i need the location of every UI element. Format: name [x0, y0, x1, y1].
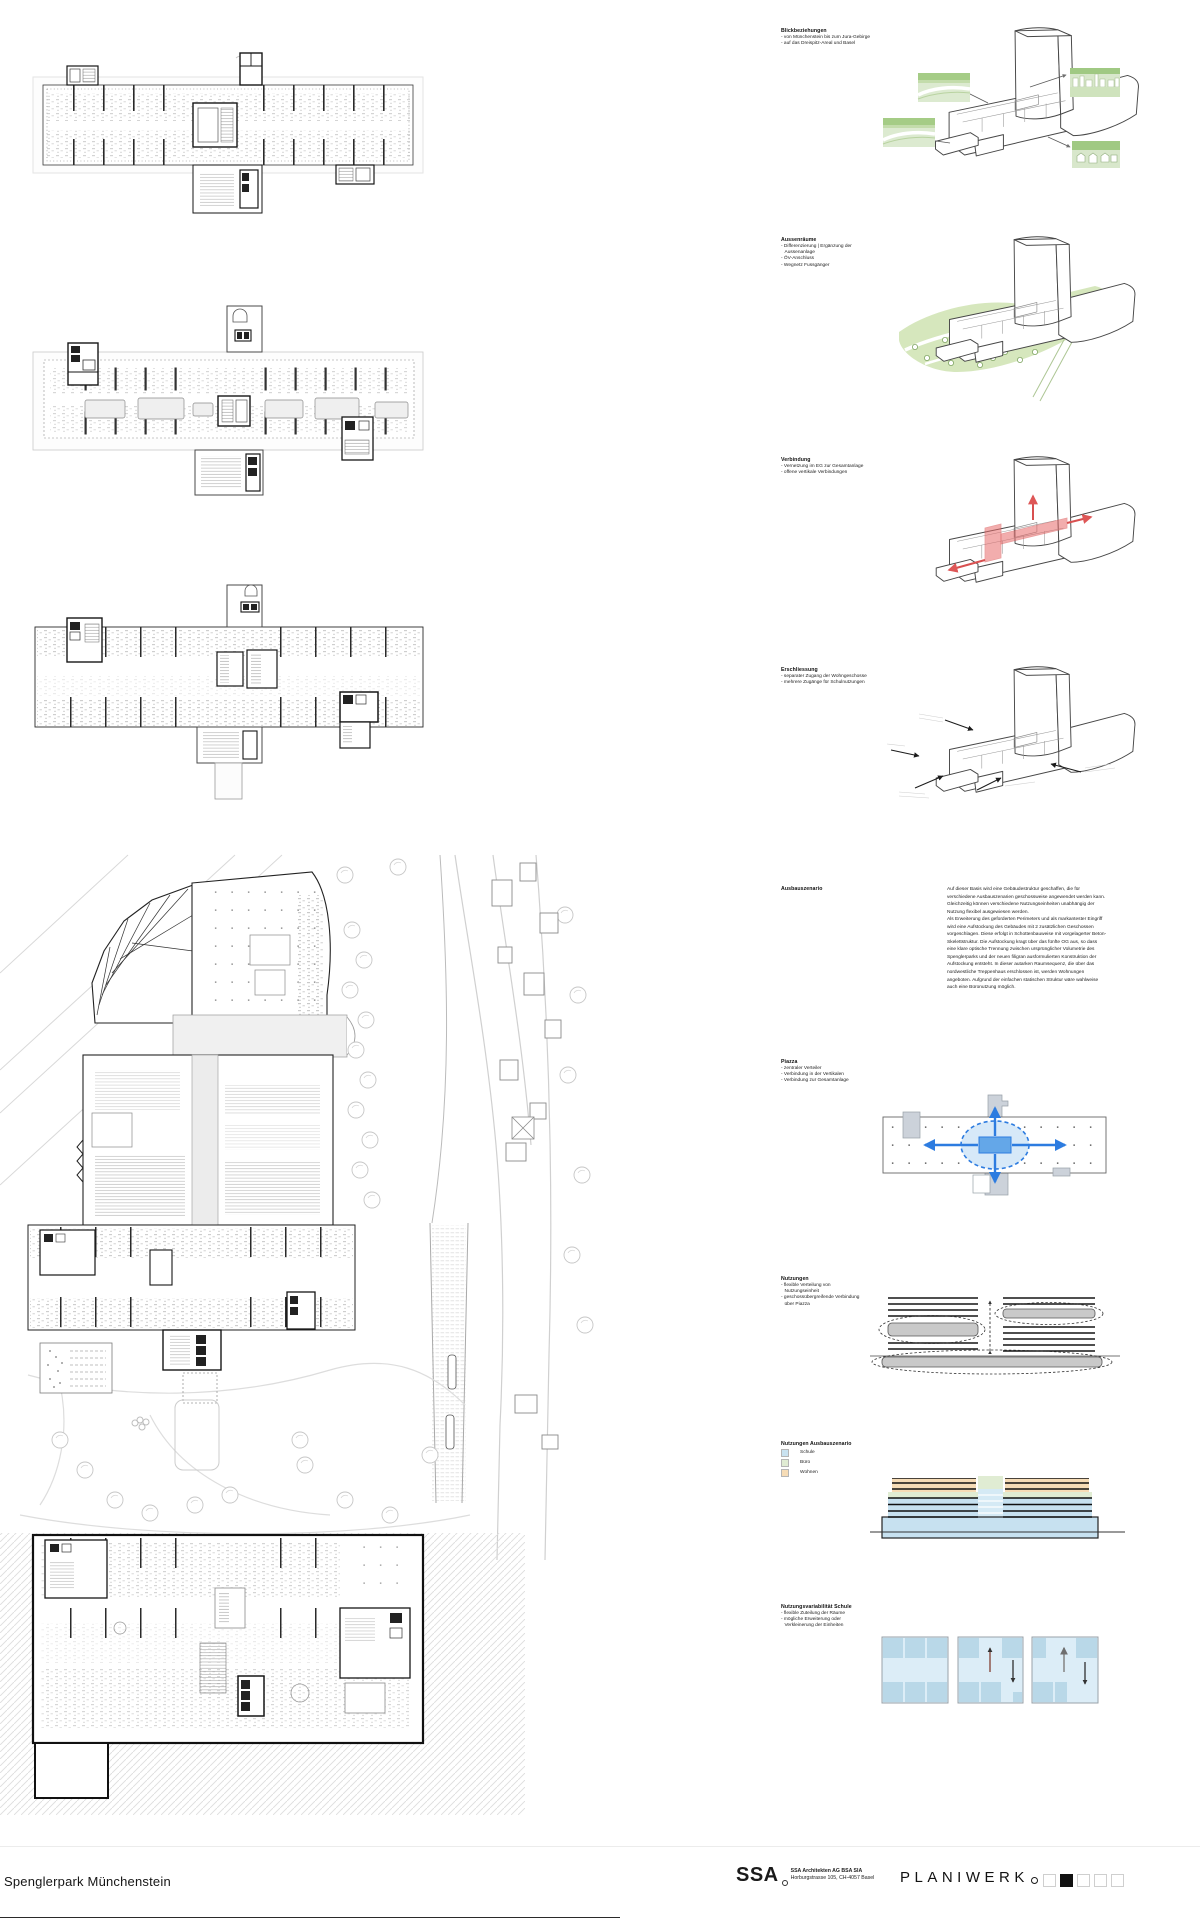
plan3-wing-top — [227, 585, 262, 627]
pager-square-5 — [1111, 1874, 1124, 1887]
ssa-firm-address: Horburgstrasse 105, CH-4057 Basel — [790, 1874, 875, 1881]
diagram-school-variability — [872, 1630, 1107, 1710]
block-title: Verbindung — [781, 457, 811, 463]
diagram-verbindung — [885, 452, 1120, 614]
pager-square-2 — [1060, 1874, 1073, 1887]
footer-separator — [0, 1846, 1200, 1847]
planiwerk-logo: PLANIWERK — [900, 1869, 1029, 1886]
bullet: - auf das Dreispitz-Areal und Basel — [781, 41, 856, 46]
vignette-basel-view — [1070, 68, 1120, 97]
wohnen-left — [892, 1478, 976, 1492]
unit-bar-left — [888, 1323, 978, 1336]
bullet: - mehrere Zugänge für Schulnutzungen — [781, 680, 865, 685]
site-playfield — [175, 1400, 219, 1470]
legend-label: Schule — [800, 1450, 815, 1456]
bullet: - geschossübergreifende Verbindung über Piazza — [781, 1295, 860, 1307]
plan3-cores — [217, 650, 277, 688]
ssa-logo-block — [736, 1864, 874, 1886]
bullet: - flexible Verteilung von Nutzungseinheit — [781, 1282, 831, 1294]
project-title: Spenglerpark Münchenstein — [4, 1874, 171, 1889]
vignette-dreispitz-view — [1072, 141, 1120, 168]
diagram-aussenraeume — [885, 232, 1120, 404]
bullet: - Verbindung in der Vertikalen — [781, 1072, 844, 1077]
plan1-annex-top-center — [240, 53, 262, 85]
site-building-halls — [77, 1055, 333, 1225]
unit-bar-right — [1003, 1309, 1095, 1318]
ssa-address — [791, 1868, 875, 1881]
site-building-fan — [92, 885, 193, 1023]
planiwerk-logo-block — [900, 1869, 1038, 1886]
block-ausbauszenario — [781, 886, 901, 893]
legend-label: Büro — [800, 1460, 811, 1466]
site-building-upper-hall — [192, 872, 330, 1023]
schule-right — [1003, 1498, 1092, 1517]
bullet: - von Münchenstein bis zum Jura-Gebirge — [781, 34, 871, 40]
plan-ground-floor — [0, 1528, 525, 1818]
diagram-stacked-uses — [870, 1468, 1125, 1546]
schule-left — [888, 1498, 978, 1517]
ssa-logo-dot-icon — [782, 1880, 788, 1886]
legend-row-buero — [781, 1458, 911, 1468]
plan1-annex-top-left — [67, 66, 98, 85]
block-title: Ausbauszenario — [781, 886, 823, 892]
floor-lines-right — [1003, 1298, 1095, 1351]
plan5-rooms-left — [45, 1540, 107, 1598]
block-piazza — [781, 1059, 873, 1085]
diagram-piazza — [875, 1090, 1115, 1202]
buero-center — [978, 1476, 1003, 1489]
vignette-landscape-view — [883, 118, 935, 147]
block-aussenraeume — [781, 237, 865, 269]
plan3-wing-bottom — [197, 727, 262, 799]
block-nutzungen — [781, 1276, 863, 1308]
sheet-pager — [1043, 1874, 1124, 1887]
block-title: Nutzungen Ausbauszenario — [781, 1441, 852, 1447]
block-verbindung — [781, 457, 889, 476]
bullet: - Verbindung zur Gesamtanlage — [781, 1078, 849, 1084]
pager-square-1 — [1043, 1874, 1056, 1887]
piazza-core — [979, 1137, 1011, 1153]
block-title: Erschliessung — [781, 667, 818, 673]
bullet: - flexible Zuteilung der Räume — [781, 1610, 845, 1616]
block-title: Nutzungsvariabilität Schule — [781, 1604, 852, 1610]
bullet: - ÖV-Anschluss — [781, 256, 815, 262]
ssa-firm-name: SSA Architekten AG BSA SIA — [790, 1868, 863, 1874]
plan2-core — [218, 396, 250, 426]
ssa-logo: SSA — [736, 1864, 779, 1886]
bullet: - Vernetzung im EG zur Gesamtanlage — [781, 463, 864, 469]
block-nutzungsvariabilitaet — [781, 1604, 865, 1630]
plan2-wing-top — [227, 306, 262, 352]
legend-swatch-schule — [781, 1449, 789, 1457]
legend-row-schule — [781, 1448, 911, 1458]
legend-label: Wohnen — [800, 1470, 818, 1476]
legend-swatch-wohnen — [781, 1469, 789, 1477]
bullet: - Differenzierung | Ergänzung der Aussenanlage — [781, 243, 852, 255]
site-plan — [0, 855, 740, 1560]
site-rail — [430, 855, 468, 1503]
legend-swatch-buero — [781, 1459, 789, 1467]
plan2-annex-left — [68, 343, 98, 385]
plan-school-floor — [25, 580, 435, 805]
plan2-annex-right — [342, 417, 373, 460]
schule-base — [882, 1517, 1098, 1538]
plan-typical-floor — [25, 300, 435, 510]
variant-2 — [958, 1637, 1023, 1703]
diagram-nutzungen — [870, 1293, 1120, 1381]
plan1-annex-bottom-center — [193, 165, 262, 213]
ausbauszenario-text — [947, 886, 1107, 992]
pager-square-3 — [1077, 1874, 1090, 1887]
diagram-erschliessung — [885, 662, 1120, 822]
variant-1 — [882, 1637, 948, 1703]
block-erschliessung — [781, 667, 891, 686]
pager-square-4 — [1094, 1874, 1107, 1887]
wohnen-right — [1005, 1478, 1089, 1492]
bullet: - separater Zugang der Wohngeschosse — [781, 673, 867, 679]
diagram-blickbeziehungen — [880, 25, 1125, 175]
block-title: Piazza — [781, 1059, 798, 1065]
site-garden-plot — [40, 1343, 112, 1393]
bullet: - offene vertikale Verbindungen — [781, 470, 848, 475]
plan-upper-floor — [28, 28, 428, 223]
paragraph: Auf dieser Basis wird eine Gebäudestruktur geschaffen, die für verschiedene Ausbauszenarien geschossweise angewendet werden kann. Gleichzeitig können verschiedene Nutzungseinheiten unabhängig der Nutzung flexibel ausgewiesen werden. — [947, 887, 1106, 915]
plan3-annex-left — [67, 618, 102, 662]
site-house-crossed — [512, 1117, 534, 1139]
sheet-bottom-line — [0, 1917, 620, 1918]
block-blickbeziehungen — [781, 28, 886, 47]
bullet: - Wegnetz Fussgänger — [781, 262, 830, 268]
plan1-annex-bottom-right — [336, 165, 374, 184]
plan2-hall-bottom — [195, 450, 263, 495]
vignette-jura-view — [918, 73, 970, 102]
plan3-annex-right — [340, 692, 378, 748]
block-title: Aussenräume — [781, 237, 817, 243]
bullet: - zentraler Verteiler — [781, 1065, 822, 1071]
site-building-corridor — [173, 1015, 355, 1057]
unit-bar-ground — [882, 1357, 1102, 1367]
variant-3 — [1032, 1637, 1098, 1703]
bullet: - mögliche Erweiterung oder Verkleinerung der Einheiten — [781, 1617, 844, 1629]
block-title: Nutzungen — [781, 1276, 809, 1282]
planiwerk-dot-icon — [1031, 1877, 1038, 1884]
block-title: Blickbeziehungen — [781, 28, 827, 34]
paragraph: Als Erweiterung des geforderten Perimeters und als markantester Eingriff wird eine Aufstockung des Gebäudes mit 2 zusätzlichen Geschossen vorgeschlagen. Diese erfolgt in Schottenbauweise mit vorgelagerter Beton-Skelettstruktur. Die Aufstockung kragt über das fünfte OG aus, so dass eine klare optische Trennung zwischen ursprünglicher Volumetrie des Spenglerparks und der neuen filigran ausformulierten Konstruktion der Aufstockung entsteht. In dieser autarken Raumsequenz, die über das nordwestliche Treppenhaus erschlossen ist, werden Wohnungen angeboten. Aufgrund der einfachen statischen Struktur wäre wahlweise auch eine Büronutzung möglich. — [947, 917, 1107, 991]
